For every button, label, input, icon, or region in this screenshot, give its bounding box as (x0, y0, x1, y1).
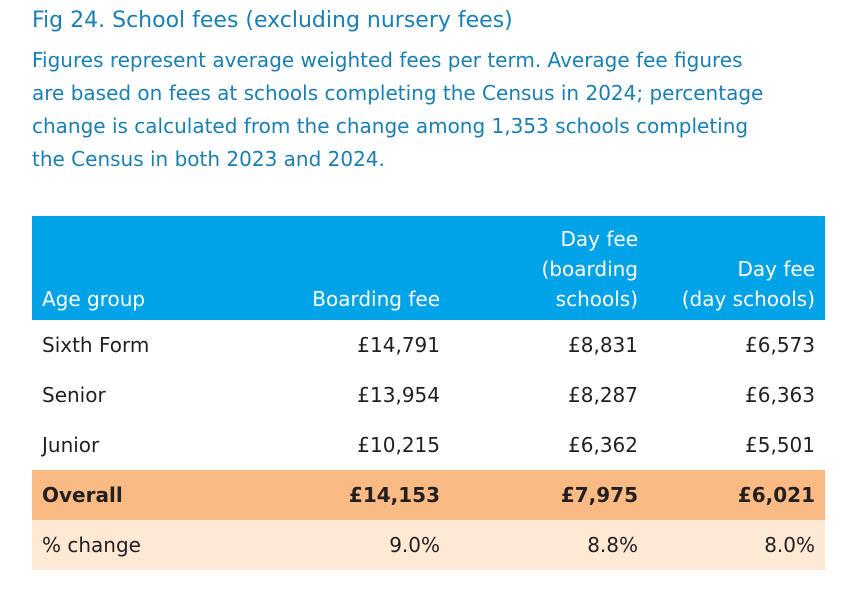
subtitle-line: Figures represent average weighted fees per term. Average fee figures (32, 48, 743, 72)
boarding-fee-cell: 9.0% (389, 533, 440, 557)
day-fee-boarding-cell: £6,362 (568, 433, 638, 457)
age-group-cell: Sixth Form (42, 333, 150, 357)
school-fees-table (32, 216, 825, 570)
table-row-percent-change (32, 520, 825, 570)
header-line: schools) (555, 287, 638, 311)
header-line: (day schools) (681, 287, 815, 311)
boarding-fee-cell: £14,791 (357, 333, 440, 357)
header-age-group (32, 216, 250, 320)
figure-title: Fig 24. School fees (excluding nursery fees) (32, 8, 513, 33)
table-row-overall (32, 470, 825, 520)
header-line: Boarding fee (312, 287, 440, 311)
day-fee-day-cell: £6,021 (737, 483, 815, 507)
table-row-senior (32, 370, 825, 420)
header-boarding-fee (250, 216, 450, 320)
day-fee-boarding-cell: £8,287 (568, 383, 638, 407)
day-fee-day-cell: £6,573 (745, 333, 815, 357)
boarding-fee-cell: £10,215 (357, 433, 440, 457)
boarding-fee-cell: £14,153 (348, 483, 440, 507)
subtitle-line: the Census in both 2023 and 2024. (32, 147, 385, 171)
table-header-row (32, 216, 825, 320)
age-group-cell: % change (42, 533, 141, 557)
day-fee-day-cell: 8.0% (764, 533, 815, 557)
header-line: (boarding (541, 257, 638, 281)
header-day-fee-boarding-schools (450, 216, 648, 320)
table-row-sixth-form (32, 320, 825, 370)
figure-subtitle (32, 44, 822, 176)
day-fee-boarding-cell: 8.8% (587, 533, 638, 557)
age-group-cell: Junior (42, 433, 100, 457)
boarding-fee-cell: £13,954 (357, 383, 440, 407)
day-fee-boarding-cell: £8,831 (568, 333, 638, 357)
header-line: Day fee (737, 257, 815, 281)
day-fee-boarding-cell: £7,975 (560, 483, 638, 507)
day-fee-day-cell: £6,363 (745, 383, 815, 407)
header-line: Day fee (560, 227, 638, 251)
subtitle-line: change is calculated from the change among 1,353 schools completing (32, 114, 749, 138)
day-fee-day-cell: £5,501 (745, 433, 815, 457)
header-day-fee-day-schools (648, 216, 825, 320)
subtitle-line: are based on fees at schools completing the Census in 2024; percentage (32, 81, 764, 105)
age-group-cell: Senior (42, 383, 106, 407)
header-line: Age group (42, 287, 146, 311)
table-row-junior (32, 420, 825, 470)
age-group-cell: Overall (42, 483, 123, 507)
